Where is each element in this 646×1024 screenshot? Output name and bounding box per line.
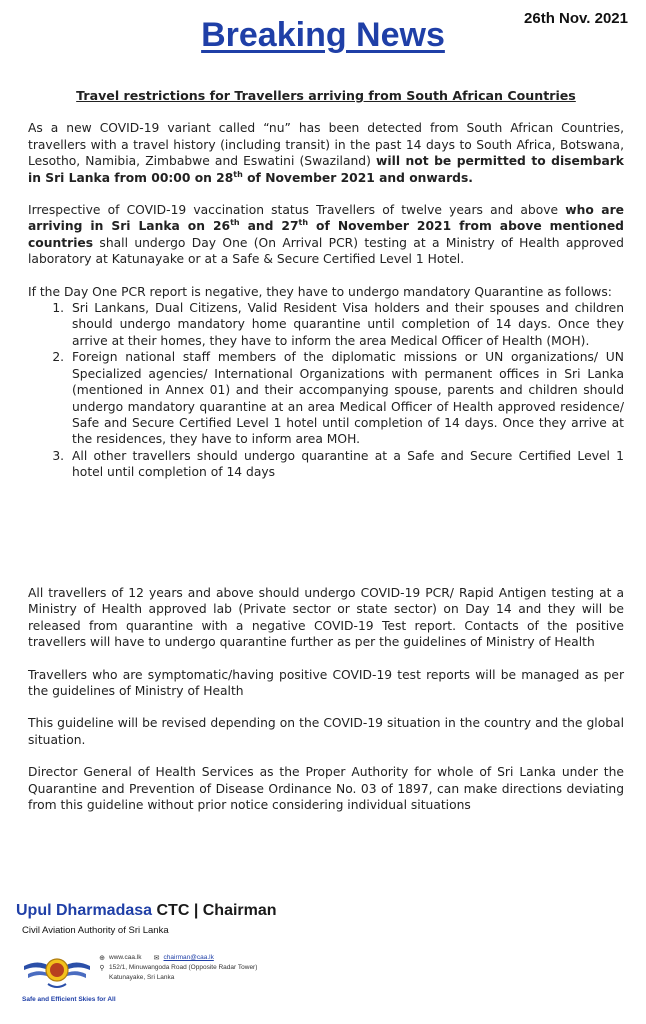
paragraph-6: This guideline will be revised depending on the COVID-19 situation in the country and the global situation. <box>28 716 624 747</box>
paragraph-7: Director General of Health Services as the Proper Authority for whole of Sri Lanka under the Quarantine and Prevention of Disease Ordinance No. 03 of 1897, can make directions deviating from this guideline without prior notice considering individual situations <box>28 765 624 813</box>
email-link[interactable]: chairman@caa.lk <box>163 954 214 961</box>
paragraph-3: If the Day One PCR report is negative, they have to undergo mandatory Quarantine as follows: <box>28 284 612 299</box>
signatory <box>16 902 277 920</box>
notice-document <box>28 88 624 481</box>
signatory-name: Upul Dharmadasa <box>16 902 153 919</box>
caa-logo-icon <box>22 948 92 992</box>
location-pin-icon: ⚲ <box>99 965 105 972</box>
headline: Breaking News <box>201 16 445 54</box>
address-line-1: 152/1, Minuwangoda Road (Opposite Radar Tower) <box>109 964 258 971</box>
website-link[interactable]: www.caa.lk <box>109 954 142 961</box>
paragraph-2: Irrespective of COVID-19 vaccination status Travellers of twelve years and above who are arriving in Sri Lanka on 26th and 27th of November 2021 from above mentioned countries shall undergo Day One (On Arrival PCR) testing at a Ministry of Health approved laboratory at Katunayake or at a Safe & Secure Certified Level 1 Hotel. <box>28 203 625 267</box>
globe-icon: ⊕ <box>99 955 105 962</box>
contact-block <box>98 953 257 983</box>
list-item: 2. Foreign national staff members of the diplomatic missions or UN organizations/ UN Specialized agencies/ International Organizations with permanent offices in Sri Lanka (mentioned in Annex 01) and their accompanying spouse, parents and children should undergo mandatory quarantine at an area Medical Officer of Health approved residence/ Safe and Secure Certified Level 1 hotel until completion of 14 days. Once they arrive at the residences, they have to inform area MOH. <box>68 349 624 447</box>
paragraph-4: All travellers of 12 years and above should undergo COVID-19 PCR/ Rapid Antigen testing at a Ministry of Health approved lab (Private sector or state sector) on Day 14 and they will be released from quarantine with a negative COVID-19 Test report. Contacts of the positive travellers will have to undergo quarantine further as per the guidelines of Ministry of Health <box>28 586 624 650</box>
tagline: Safe and Efficient Skies for All <box>22 996 116 1003</box>
organization-name: Civil Aviation Authority of Sri Lanka <box>22 925 169 936</box>
address-line-2: Katunayake, Sri Lanka <box>109 974 175 981</box>
notice-document-continued <box>28 585 624 829</box>
quarantine-list <box>28 300 624 480</box>
paragraph-1: As a new COVID-19 variant called “nu” has been detected from South African Countries, travellers with a travel history (including transit) in the past 14 days to South Africa, Botswana, Lesotho, Namibia, Zimbabwe and Eswatini (Swaziland) will not be permitted to disembark in Sri Lanka from 00:00 on 28th of November 2021 and onwards. <box>28 121 624 185</box>
mail-icon: ✉ <box>153 955 160 962</box>
list-item: 3. All other travellers should undergo quarantine at a Safe and Secure Certified Level 1 hotel until completion of 14 days <box>68 448 624 481</box>
date-label: 26th Nov. 2021 <box>524 10 628 27</box>
list-item: 1. Sri Lankans, Dual Citizens, Valid Resident Visa holders and their spouses and children should undergo mandatory home quarantine until completion of 14 days. Once they arrive at their homes, they have to inform the area Medical Officer of Health (MOH). <box>68 300 624 349</box>
paragraph-5: Travellers who are symptomatic/having positive COVID-19 test reports will be managed as per the guidelines of Ministry of Health <box>28 667 624 699</box>
notice-title: Travel restrictions for Travellers arriving from South African Countries <box>76 88 576 103</box>
signatory-title: CTC | Chairman <box>152 902 277 919</box>
